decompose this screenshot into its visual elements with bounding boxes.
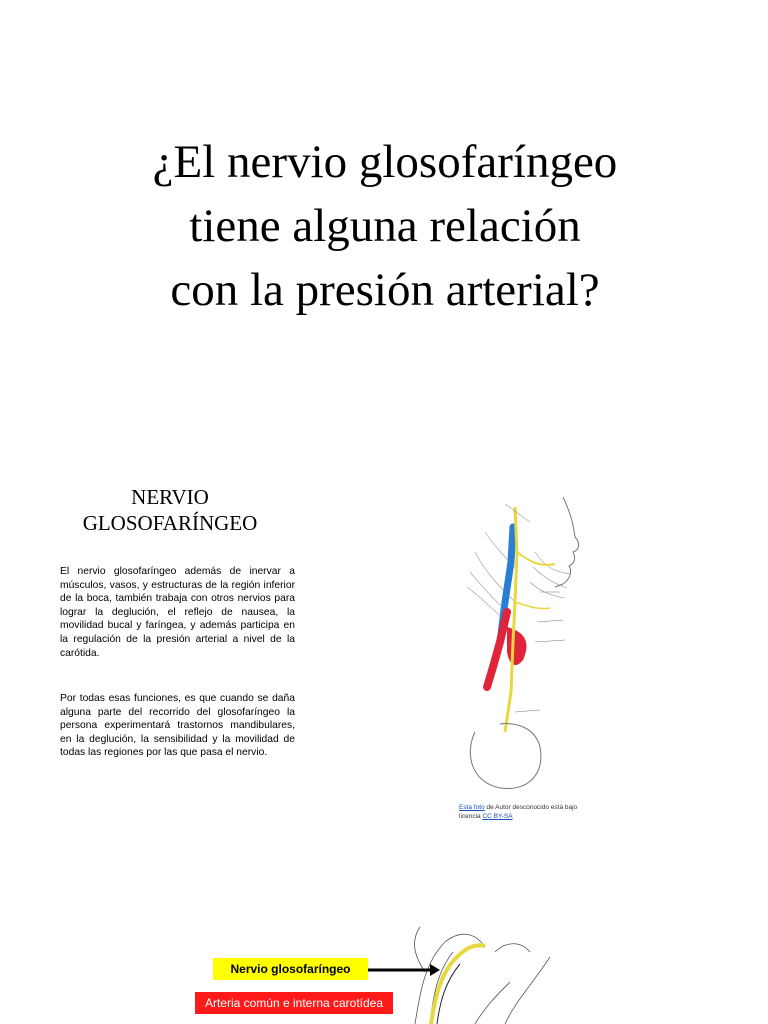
carotid-bulb — [507, 627, 526, 665]
body-paragraph: Por todas esas funciones, es que cuando se daña alguna parte del recorrido del glosofaríngeo la persona experimentará trastornos mandibulares, en la deglución, la sensibilidad y la movilidad de todas las regiones por las que pasa el nervio. — [60, 693, 295, 759]
heading-line: NERVIO — [131, 485, 209, 509]
thorax-outline — [470, 724, 541, 789]
image-credit — [459, 804, 599, 821]
slide-title — [60, 130, 710, 322]
artery-label: Arteria común e interna carotídea — [195, 992, 393, 1014]
photo-link[interactable]: Esta foto — [459, 804, 485, 811]
nerve-label: Nervio glosofaríngeo — [213, 958, 368, 980]
anatomy-illustration — [445, 492, 595, 792]
credit-text: de Autor desconocido está bajo licencia — [459, 804, 578, 820]
title-line: tiene alguna relación — [189, 200, 581, 252]
title-line: con la presión arterial? — [170, 264, 600, 316]
body-paragraph: El nervio glosofaríngeo además de inervar a músculos, vasos, y estructuras de la región inferior de la boca, también trabaja con otros nervios para lograr la deglución, el reflejo de nausea, la movilidad bucal y faríngea, y además participa en la regulación de la presión arterial a nivel de la carótida. — [60, 566, 295, 659]
heading-line: GLOSOFARÍNGEO — [82, 511, 258, 535]
carotid-artery — [487, 612, 507, 687]
section-heading — [40, 484, 300, 536]
license-link[interactable]: CC BY-SA — [482, 812, 513, 820]
muscle-fibers — [467, 532, 570, 622]
title-line: ¿El nervio glosofaríngeo — [152, 136, 618, 188]
